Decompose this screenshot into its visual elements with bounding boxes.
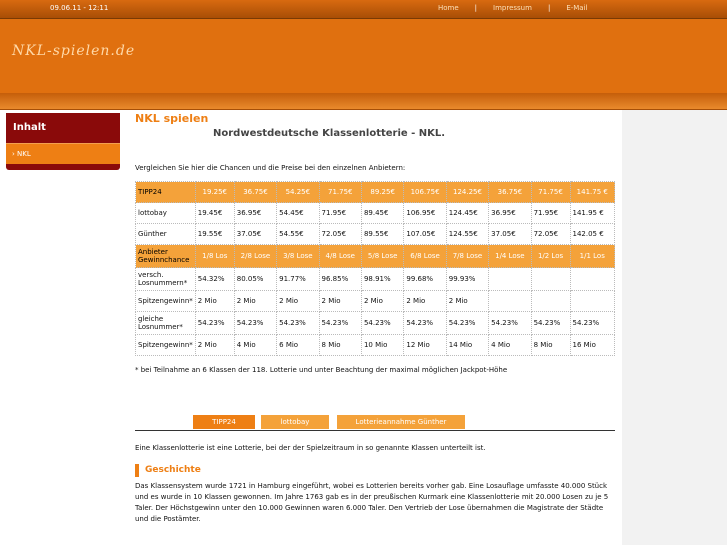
table-cell: 71.95€ xyxy=(531,203,570,224)
table-cell: 14 Mio xyxy=(446,335,488,356)
table-cell: 89.25€ xyxy=(361,182,403,203)
main-content xyxy=(135,112,615,525)
table-cell: 72.05€ xyxy=(531,224,570,245)
table-cell: 37.05€ xyxy=(234,224,276,245)
intro-paragraph: Eine Klassenlotterie ist eine Lotterie, bei der der Spielzeitraum in so genannte Klassen unterteilt ist. xyxy=(135,444,486,452)
table-cell: 141.75 € xyxy=(570,182,614,203)
table-cell xyxy=(489,268,531,291)
table-cell: 54.55€ xyxy=(277,224,319,245)
table-cell: 4 Mio xyxy=(489,335,531,356)
table-cell: 54.23% xyxy=(277,312,319,335)
table-cell: 54.23% xyxy=(195,312,234,335)
table-cell: 8 Mio xyxy=(319,335,361,356)
table-cell: 2 Mio xyxy=(195,291,234,312)
top-nav: Home | Impressum | E-Mail xyxy=(438,4,588,12)
table-cell: 54.23% xyxy=(531,312,570,335)
table-cell: 106.95€ xyxy=(404,203,446,224)
table-cell: 2/8 Lose xyxy=(234,245,276,268)
table-cell: 36.95€ xyxy=(489,203,531,224)
tab-lottobay[interactable]: lottobay xyxy=(261,415,329,429)
arrow-right-icon: › xyxy=(12,150,15,158)
table-cell: 99.68% xyxy=(404,268,446,291)
sidebar-title: Inhalt xyxy=(6,113,120,143)
table-cell: 91.77% xyxy=(277,268,319,291)
table-cell: 107.05€ xyxy=(404,224,446,245)
table-row xyxy=(136,335,615,356)
table-cell xyxy=(489,291,531,312)
table-cell: 141.95 € xyxy=(570,203,614,224)
top-bar xyxy=(0,0,727,19)
row-label-cell: Anbieter Gewinnchance xyxy=(136,245,196,268)
table-cell: 80.05% xyxy=(234,268,276,291)
nav-impressum-link[interactable]: Impressum xyxy=(493,4,532,12)
right-pane xyxy=(622,110,727,545)
table-row xyxy=(136,245,615,268)
table-cell: 54.25€ xyxy=(277,182,319,203)
row-label-cell: lottobay xyxy=(136,203,196,224)
sidebar-item-nkl[interactable] xyxy=(6,143,120,164)
nav-home-link[interactable]: Home xyxy=(438,4,459,12)
table-cell: 2 Mio xyxy=(234,291,276,312)
history-paragraph: Das Klassensystem wurde 1721 in Hamburg eingeführt, wobei es Lotterien bereits vorher gab. Eine Losauflage umfasste 40.000 Stück und es wurde in 10 Klassen gewonnen. Im Jahre 1763 gab es in der preußischen Kurmark eine Klassenlotterie mit 20.000 Losen zu je 5 Taler. Der Höchstgewinn unter den 10.000 Gewinnen waren 6.000 Taler. Den Vertrieb der Lose übernahmen die Magistrate der Städte und die Postämter. xyxy=(135,482,609,523)
table-cell: 54.32% xyxy=(195,268,234,291)
row-label-cell: versch. Losnummern* xyxy=(136,268,196,291)
table-cell: 36.75€ xyxy=(489,182,531,203)
table-cell: 19.45€ xyxy=(195,203,234,224)
table-cell: 54.23% xyxy=(404,312,446,335)
table-cell: 4/8 Lose xyxy=(319,245,361,268)
sidebar-item-label: NKL xyxy=(17,150,31,158)
table-cell: 2 Mio xyxy=(361,291,403,312)
table-cell: 19.55€ xyxy=(195,224,234,245)
section-title: Geschichte xyxy=(135,464,615,477)
table-cell: 12 Mio xyxy=(404,335,446,356)
table-row xyxy=(136,224,615,245)
table-cell: 5/8 Lose xyxy=(361,245,403,268)
table-cell: 54.23% xyxy=(570,312,614,335)
table-cell: 2 Mio xyxy=(404,291,446,312)
table-cell xyxy=(570,268,614,291)
table-cell: 54.23% xyxy=(446,312,488,335)
sidebar-footer xyxy=(6,164,120,170)
table-cell: 89.55€ xyxy=(361,224,403,245)
table-row xyxy=(136,182,615,203)
table-cell: 6 Mio xyxy=(277,335,319,356)
table-cell xyxy=(531,291,570,312)
table-cell: 36.95€ xyxy=(234,203,276,224)
footnote: * bei Teilnahme an 6 Klassen der 118. Lotterie und unter Beachtung der maximal möglichen Jackpot-Höhe xyxy=(135,366,508,374)
table-cell: 54.23% xyxy=(234,312,276,335)
table-cell: 1/2 Los xyxy=(531,245,570,268)
table-cell: 124.45€ xyxy=(446,203,488,224)
row-label-cell: TIPP24 xyxy=(136,182,196,203)
comparison-table xyxy=(135,181,615,356)
table-cell: 124.25€ xyxy=(446,182,488,203)
table-cell: 8 Mio xyxy=(531,335,570,356)
table-cell: 96.85% xyxy=(319,268,361,291)
table-cell: 1/4 Lose xyxy=(489,245,531,268)
table-cell: 2 Mio xyxy=(195,335,234,356)
table-cell: 37.05€ xyxy=(489,224,531,245)
site-logo[interactable]: NKL-spielen.de xyxy=(12,43,136,59)
table-cell: 6/8 Lose xyxy=(404,245,446,268)
table-cell: 10 Mio xyxy=(361,335,403,356)
table-cell: 2 Mio xyxy=(446,291,488,312)
table-cell: 71.75€ xyxy=(319,182,361,203)
table-cell xyxy=(570,291,614,312)
table-row xyxy=(136,203,615,224)
header-stripe xyxy=(0,93,727,110)
table-cell: 89.45€ xyxy=(361,203,403,224)
table-cell: 19.25€ xyxy=(195,182,234,203)
table-cell: 4 Mio xyxy=(234,335,276,356)
table-cell: 54.23% xyxy=(489,312,531,335)
tab-guenther[interactable]: Lotterieannahme Günther xyxy=(337,415,465,429)
table-row xyxy=(136,268,615,291)
row-label-cell: Spitzengewinn* xyxy=(136,335,196,356)
table-cell: 7/8 Lose xyxy=(446,245,488,268)
row-label-cell: Günther xyxy=(136,224,196,245)
table-cell: 98.91% xyxy=(361,268,403,291)
table-cell: 124.55€ xyxy=(446,224,488,245)
sidebar xyxy=(6,113,120,170)
row-label-cell: gleiche Losnummer* xyxy=(136,312,196,335)
tab-tipp24[interactable]: TIPP24 xyxy=(193,415,255,429)
table-cell: 54.23% xyxy=(319,312,361,335)
page-title: NKL spielen xyxy=(135,112,209,125)
row-label-cell: Spitzengewinn* xyxy=(136,291,196,312)
table-cell: 71.75€ xyxy=(531,182,570,203)
header-banner xyxy=(0,19,727,93)
table-cell xyxy=(531,268,570,291)
table-cell: 72.05€ xyxy=(319,224,361,245)
table-cell: 36.75€ xyxy=(234,182,276,203)
table-cell: 1/1 Los xyxy=(570,245,614,268)
table-cell: 54.45€ xyxy=(277,203,319,224)
table-cell: 2 Mio xyxy=(277,291,319,312)
date-time: 09.06.11 - 12:11 xyxy=(50,4,109,12)
table-cell: 1/8 Los xyxy=(195,245,234,268)
table-cell: 99.93% xyxy=(446,268,488,291)
table-row xyxy=(136,291,615,312)
table-cell: 106.75€ xyxy=(404,182,446,203)
table-row xyxy=(136,312,615,335)
table-cell: 3/8 Lose xyxy=(277,245,319,268)
page-subtitle: Nordwestdeutsche Klassenlotterie - NKL. xyxy=(213,128,446,139)
table-cell: 142.05 € xyxy=(570,224,614,245)
table-cell: 54.23% xyxy=(361,312,403,335)
table-cell: 16 Mio xyxy=(570,335,614,356)
nav-email-link[interactable]: E-Mail xyxy=(566,4,588,12)
provider-tabs xyxy=(135,413,615,431)
table-cell: 71.95€ xyxy=(319,203,361,224)
table-cell: 2 Mio xyxy=(319,291,361,312)
intro-text: Vergleichen Sie hier die Chancen und die Preise bei den einzelnen Anbietern: xyxy=(135,164,406,172)
